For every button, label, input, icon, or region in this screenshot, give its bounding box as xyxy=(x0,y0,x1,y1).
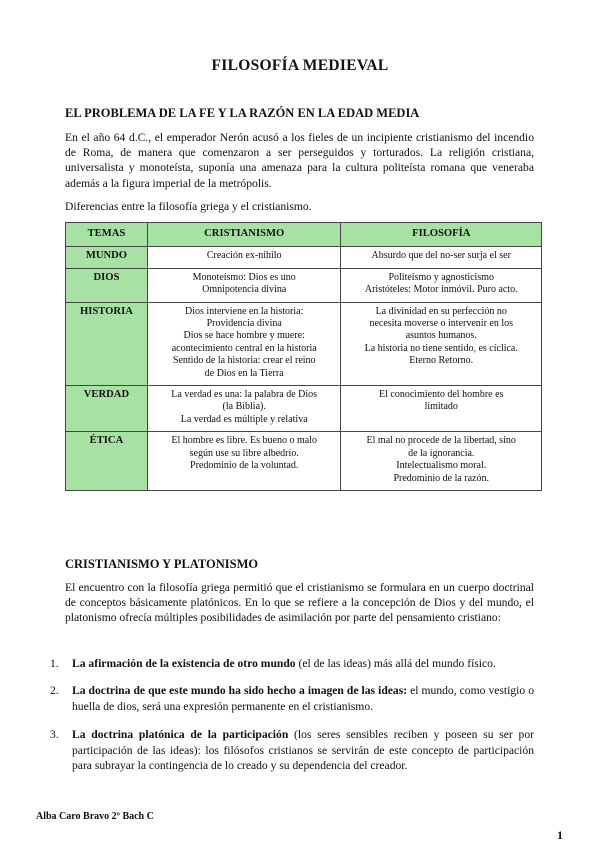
list-item-bold: La afirmación de la existencia de otro mundo xyxy=(72,657,296,670)
filosofia-cell xyxy=(341,247,542,268)
tema-cell: DIOS xyxy=(66,268,148,302)
cell-line: El conocimiento del hombre es xyxy=(379,389,504,401)
cell-line: Aristóteles: Motor inmóvil. Puro acto. xyxy=(364,284,518,296)
list-item xyxy=(50,683,534,714)
footer-author: Alba Caro Bravo 2º Bach C xyxy=(36,811,154,822)
table-header-row xyxy=(66,223,542,247)
cell-line: Eterno Retorno. xyxy=(409,355,474,367)
cristianismo-cell xyxy=(147,432,341,491)
list-item-text: el mundo, como vestigio o huella de dios, será una expresión permanente en el cristianismo. xyxy=(72,684,534,713)
cell-line: El mal no procede de la libertad, sino xyxy=(366,435,516,447)
cristianismo-cell xyxy=(147,386,341,432)
list-item-text: (los seres sensibles reciben y poseen su ser por participación de las ideas): los filósofos cristianos se servirán de este concepto de participación para subrayar la contingencia de lo creado y su dependencia del creador. xyxy=(72,728,534,773)
tema-cell: VERDAD xyxy=(66,386,148,432)
cell-line: El hombre es libre. Es bueno o malo xyxy=(171,435,317,447)
tema-cell: ÉTICA xyxy=(66,432,148,491)
cell-line: La verdad es una: la palabra de Dios xyxy=(171,389,318,401)
filosofia-cell xyxy=(341,268,542,302)
cell-line: acontecimiento central en la historia xyxy=(171,342,317,354)
page-number: 1 xyxy=(557,828,563,842)
list-item xyxy=(50,727,534,774)
list-item-text: (el de las ideas) más allá del mundo físico. xyxy=(295,657,496,670)
cell-line: Dios interviene en la historia: xyxy=(185,305,304,317)
cell-line: Creación ex-nihilo xyxy=(206,250,282,262)
cell-line: de Dios en la Tierra xyxy=(204,367,284,379)
cell-line: (la Biblia). xyxy=(222,401,266,413)
list-number: 2. xyxy=(50,684,59,697)
page-title: FILOSOFÍA MEDIEVAL xyxy=(211,57,389,74)
cell-line: La divinidad en su perfección no xyxy=(375,305,507,317)
table-row xyxy=(66,302,542,385)
cristianismo-cell xyxy=(147,247,341,268)
table-row xyxy=(66,386,542,432)
cell-line: La verdad es múltiple y relativa xyxy=(180,413,308,425)
tema-cell: HISTORIA xyxy=(66,302,148,385)
cell-line: Predominio de la voluntad. xyxy=(190,460,299,472)
cell-line: Providencia divina xyxy=(206,318,282,330)
section-heading-fe-razon: EL PROBLEMA DE LA FE Y LA RAZÓN EN LA EDAD MEDIA xyxy=(65,106,420,120)
list-item xyxy=(50,656,534,672)
filosofia-cell xyxy=(341,302,542,385)
header-temas: TEMAS xyxy=(66,223,148,247)
cell-line: La historia no tiene sentido, es cíclica. xyxy=(364,342,518,354)
intro-paragraph: En el año 64 d.C., el emperador Nerón acusó a los fieles de un incipiente cristianismo del incendio de Roma, de manera que comenzaron a ser perseguidos y torturados. La religión cristiana, universalista y monoteísta, suponía una amenaza para la cultura politeísta romana que veneraba además a la figura imperial de la metrópolis. xyxy=(65,131,534,190)
list-item-bold: La doctrina platónica de la participación xyxy=(72,728,289,741)
table-intro: Diferencias entre la filosofía griega y el cristianismo. xyxy=(65,200,312,213)
list-item-bold: La doctrina de que este mundo ha sido hecho a imagen de las ideas: xyxy=(72,684,408,697)
cell-line: Politeísmo y agnosticismo xyxy=(388,271,495,283)
tema-cell: MUNDO xyxy=(66,247,148,268)
cell-line: Omnipotencia divina xyxy=(202,284,287,296)
table-row xyxy=(66,247,542,268)
cell-line: Absurdo que del no-ser surja el ser xyxy=(371,250,511,262)
section-heading-platonismo: CRISTIANISMO Y PLATONISMO xyxy=(65,557,259,571)
cristianismo-cell xyxy=(147,302,341,385)
filosofia-cell xyxy=(341,432,542,491)
filosofia-cell xyxy=(341,386,542,432)
cell-line: necesita moverse o intervenir en los xyxy=(369,318,514,330)
cell-line: Dios se hace hombre y muere: xyxy=(183,330,305,342)
list-number: 3. xyxy=(50,728,59,741)
cell-line: de la ignorancia. xyxy=(408,447,475,459)
cristianismo-cell xyxy=(147,268,341,302)
table-row xyxy=(66,268,542,302)
comparison-table xyxy=(65,222,542,491)
header-filosofia: FILOSOFÍA xyxy=(341,223,542,247)
cell-line: Predominio de la razón. xyxy=(393,472,489,484)
cell-line: Intelectualismo moral. xyxy=(396,460,487,472)
list-number: 1. xyxy=(50,657,59,670)
cell-line: Monoteísmo: Dios es uno xyxy=(192,271,296,283)
cell-line: según use su libre albedrío. xyxy=(189,447,299,459)
cell-line: asuntos humanos. xyxy=(405,330,477,342)
header-cristianismo: CRISTIANISMO xyxy=(147,223,341,247)
table-row xyxy=(66,432,542,491)
cell-line: Sentido de la historia: crear el reino xyxy=(172,355,316,367)
platonismo-paragraph: El encuentro con la filosofía griega permitió que el cristianismo se formulara en un cuerpo doctrinal de conceptos básicamente platónicos. En lo que se refiere a la concepción de Dios y del mundo, el platonismo ofrecía múltiples posibilidades de asimilación por parte del pensamiento cristiano: xyxy=(65,581,534,625)
cell-line: limitado xyxy=(424,401,458,413)
